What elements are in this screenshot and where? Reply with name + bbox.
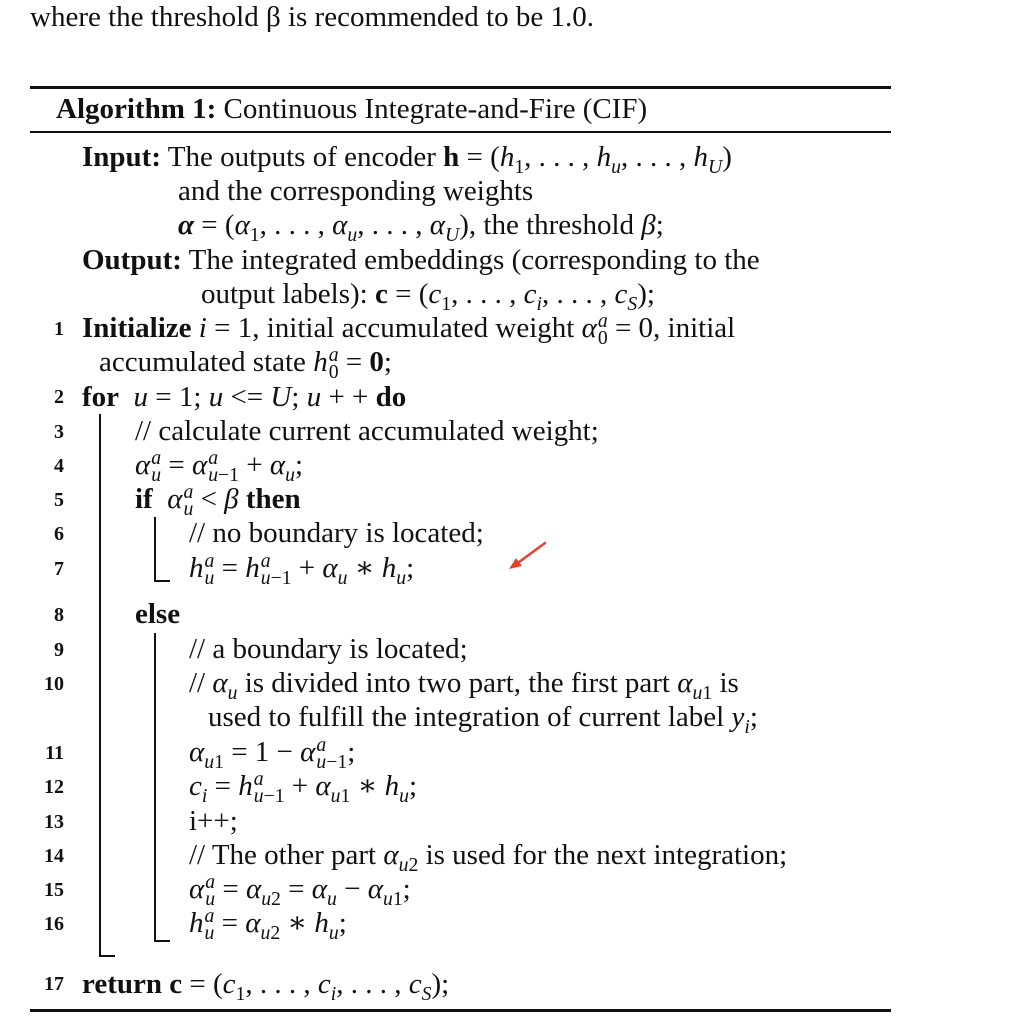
line-number-10: 10 <box>44 673 64 695</box>
algorithm-title: Continuous Integrate-and-Fire (CIF) <box>223 93 648 125</box>
line-6: // no boundary is located; <box>189 517 484 549</box>
line-13: i++; <box>189 805 238 837</box>
algorithm-label: Algorithm 1: <box>56 93 217 125</box>
line-number-9: 9 <box>54 639 64 661</box>
line-14: // The other part $\alpha_{u2}$ is used for the next integration; <box>189 839 788 876</box>
line-number-12: 12 <box>44 776 64 798</box>
else-block-line <box>154 633 156 941</box>
input-line-3: $\alpha = (\alpha_1$, . . . , $\alpha_u$, . . . , $\alpha_U$), the threshold β; <box>178 209 664 246</box>
output-line-2: output labels): $c = (c_1$, . . . , $c_i$, . . . , $c_S$); <box>201 278 655 315</box>
line-10: // $\alpha_u$ is divided into two part, the first part $\alpha_{u1}$ is <box>189 667 739 704</box>
line-4: α a u = α a u−1 + $\alpha_u$; <box>135 446 304 487</box>
line-number-14: 14 <box>44 845 64 867</box>
line-number-1: 1 <box>54 318 64 340</box>
input-line-2: and the corresponding weights <box>178 175 534 207</box>
output-formula: $c = (c_1$, . . . , $c_i$, . . . , $c_S$); <box>374 278 655 315</box>
else-block-end <box>154 940 170 942</box>
line-number-5: 5 <box>54 489 64 511</box>
line-8-else: else <box>135 598 181 630</box>
line-1: Initialize i = 1, initial accumulated weight α a 0 = 0, initial <box>82 309 736 350</box>
line-10-continued: used to fulfill the integration of current label $y_i$; <box>208 701 758 738</box>
line-11: $\alpha_{u1} = 1 - \alpha$ a u−1 ; <box>189 733 356 774</box>
line-number-16: 16 <box>44 913 64 935</box>
line-5-if: if α a u < β then <box>135 480 301 521</box>
line-number-8: 8 <box>54 604 64 626</box>
line-12: $c_i = h$ a u−1 + $\alpha_{u1}$ ∗ $h_u$; <box>189 767 417 808</box>
algorithm-header-rule <box>30 131 891 133</box>
if-block-end <box>154 580 170 582</box>
line-number-4: 4 <box>54 455 64 477</box>
algorithm-bottom-rule <box>30 1009 891 1012</box>
for-block-line <box>99 414 101 956</box>
line-number-2: 2 <box>54 386 64 408</box>
algorithm-top-rule <box>30 86 891 89</box>
intro-sentence: where the threshold β is recommended to be 1.0. <box>30 1 594 33</box>
line-2-for: for u = 1; u <= U; u + + do <box>82 381 407 413</box>
input-line-1: Input: The outputs of encoder $h = (h_1$, . . . , $h_u$, . . . , $h_U$) <box>82 141 732 178</box>
for-block-end <box>99 955 115 957</box>
line-16: h a u = $\alpha_{u2}$ ∗ $h_u$; <box>189 904 347 945</box>
line-17-return: return $c = (c_1$, . . . , $c_i$, . . . , $c_S$); <box>82 968 450 1005</box>
annotation-arrow-icon <box>505 538 549 572</box>
output-label: Output: <box>82 244 182 276</box>
if-block-line <box>154 517 156 581</box>
line-number-15: 15 <box>44 879 64 901</box>
line-7: h a u = h a u−1 + $\alpha_u$ ∗ $h_u$; <box>189 549 415 590</box>
line-number-17: 17 <box>44 973 64 995</box>
line-15: α a u = $\alpha_{u2} = \alpha_u - \alpha_{u1}$; <box>189 870 411 911</box>
algorithm-header <box>56 92 647 126</box>
input-formula: $h = (h_1$, . . . , $h_u$, . . . , $h_U$) <box>443 141 732 178</box>
line-number-6: 6 <box>54 523 64 545</box>
line-3: // calculate current accumulated weight; <box>135 415 599 447</box>
output-line-1: Output: The integrated embeddings (corresponding to the <box>82 244 760 276</box>
line-number-13: 13 <box>44 811 64 833</box>
input-label: Input: <box>82 141 161 173</box>
line-number-7: 7 <box>54 558 64 580</box>
line-1-continued: accumulated state h a 0 = 0; <box>99 343 392 384</box>
line-number-3: 3 <box>54 421 64 443</box>
line-9: // a boundary is located; <box>189 633 468 665</box>
weights-formula: $\alpha = (\alpha_1$, . . . , $\alpha_u$, . . . , $\alpha_U$) <box>178 209 469 246</box>
line-number-11: 11 <box>45 742 64 764</box>
